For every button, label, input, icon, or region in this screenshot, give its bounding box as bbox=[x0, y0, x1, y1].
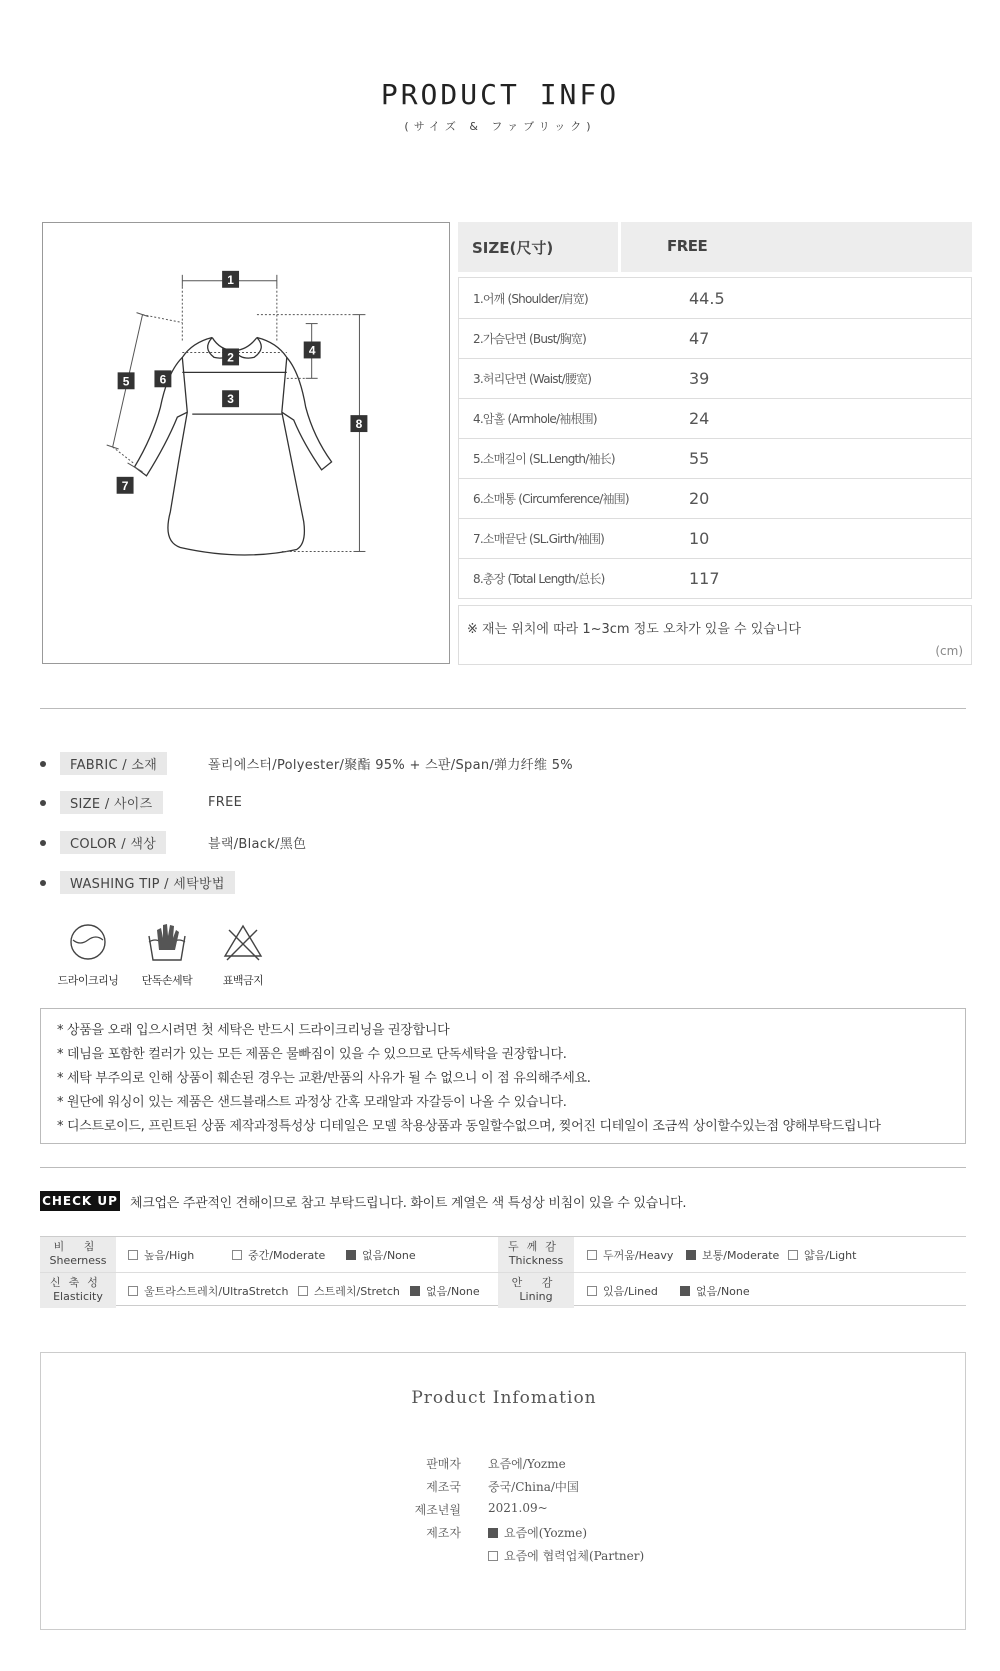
svg-text:8: 8 bbox=[355, 417, 363, 432]
checkbox-icon bbox=[298, 1286, 308, 1296]
maker-option-partner[interactable]: 요즘에 협력업체(Partner) bbox=[488, 1547, 644, 1564]
checkbox-icon bbox=[128, 1286, 138, 1296]
lining-option-none[interactable]: 없음/None bbox=[680, 1283, 750, 1299]
marker-2 bbox=[222, 348, 239, 365]
size-table-header bbox=[458, 222, 972, 272]
table-row bbox=[459, 398, 971, 438]
row-label: 3.허리단면 (Waist/腰宽) bbox=[473, 372, 592, 386]
svg-text:6: 6 bbox=[159, 372, 167, 387]
wash-label: 표백금지 bbox=[222, 974, 264, 987]
bullet-icon bbox=[40, 880, 46, 886]
notice-line: * 데님을 포함한 컬러가 있는 모든 제품은 물빠짐이 있을 수 있으므로 단독세탁을 권장합니다. bbox=[57, 1047, 567, 1062]
notice-line: * 디스트로이드, 프린트된 상품 제작과정특성상 디테일은 모델 착용상품과 동일할수없으며, 찢어진 디테일이 조금씩 상이할수있는점 양해부탁드립니다 bbox=[57, 1119, 881, 1134]
thickness-option-heavy[interactable]: 두꺼움/Heavy bbox=[587, 1247, 673, 1263]
lining-option-lined[interactable]: 있음/Lined bbox=[587, 1283, 658, 1299]
measurement-diagram bbox=[42, 222, 450, 664]
hand-wash-icon bbox=[145, 920, 189, 964]
free-header-label: FREE bbox=[621, 222, 972, 272]
checkbox-icon bbox=[587, 1286, 597, 1296]
maker-option-yozme[interactable]: 요즘에(Yozme) bbox=[488, 1524, 587, 1541]
date-value: 2021.09~ bbox=[488, 1501, 548, 1515]
wash-item-dry-clean bbox=[43, 920, 133, 988]
marker-4 bbox=[304, 342, 321, 359]
dry-clean-icon bbox=[66, 920, 110, 964]
spec-size bbox=[40, 791, 243, 814]
row-value: 117 bbox=[689, 569, 720, 588]
checkbox-icon bbox=[587, 1250, 597, 1260]
seller-label: 판매자 bbox=[426, 1457, 461, 1471]
measurement-note: ※ 재는 위치에 따라 1~3cm 정도 오차가 있을 수 있습니다 bbox=[467, 622, 801, 637]
elasticity-option-none[interactable]: 없음/None bbox=[410, 1283, 480, 1299]
marker-6 bbox=[154, 370, 171, 387]
page-subtitle: (サイズ & ファブリック) bbox=[404, 120, 596, 133]
notice-line: * 원단에 워싱이 있는 제품은 샌드블래스트 과정상 간혹 모래알과 자갈등이 나올 수 있습니다. bbox=[57, 1095, 567, 1110]
elasticity-label: 신축성 Elasticity bbox=[40, 1273, 116, 1308]
size-note bbox=[458, 605, 972, 665]
row-value: 44.5 bbox=[689, 288, 725, 308]
spec-tag: WASHING TIP / 세탁방법 bbox=[60, 871, 235, 894]
table-row bbox=[459, 478, 971, 518]
elasticity-option-ultrastretch[interactable]: 울트라스트레치/UltraStretch bbox=[128, 1283, 288, 1299]
row-value: 55 bbox=[689, 449, 710, 468]
unit-label: (cm) bbox=[935, 644, 963, 658]
divider bbox=[40, 708, 966, 709]
size-table bbox=[458, 222, 972, 665]
sheerness-option-high[interactable]: 높음/High bbox=[128, 1247, 194, 1263]
checkup-row bbox=[40, 1272, 966, 1307]
checkbox-icon bbox=[128, 1250, 138, 1260]
sheerness-option-none[interactable]: 없음/None bbox=[346, 1247, 416, 1263]
row-label: 8.총장 (Total Length/总长) bbox=[473, 572, 605, 586]
spec-value: 폴리에스터/Polyester/聚酯 95% + 스판/Span/弹力纤维 5% bbox=[208, 758, 573, 773]
product-info-title: Product Infomation bbox=[411, 1388, 597, 1408]
spec-washing bbox=[40, 871, 235, 894]
svg-text:1: 1 bbox=[227, 272, 234, 287]
notice-line: * 세탁 부주의로 인해 상품이 훼손된 경우는 교환/반품의 사유가 될 수 없으니 이 점 유의해주세요. bbox=[57, 1071, 591, 1086]
bullet-icon bbox=[40, 840, 46, 846]
row-label: 2.가슴단면 (Bust/胸宽) bbox=[473, 332, 587, 346]
svg-text:3: 3 bbox=[227, 392, 234, 407]
marker-5 bbox=[118, 372, 135, 389]
table-row bbox=[459, 318, 971, 358]
svg-text:5: 5 bbox=[122, 374, 130, 389]
spec-tag: FABRIC / 소재 bbox=[60, 752, 167, 775]
marker-1 bbox=[222, 271, 239, 288]
thickness-label: 두께감 Thickness bbox=[498, 1237, 574, 1272]
table-row bbox=[459, 518, 971, 558]
sheerness-label: 비 침 Sheerness bbox=[40, 1237, 116, 1272]
product-information-box bbox=[40, 1352, 966, 1630]
row-label: 5.소매길이 (SL.Length/袖长) bbox=[473, 452, 615, 466]
wash-label: 드라이크리닝 bbox=[57, 974, 119, 987]
bullet-icon bbox=[40, 800, 46, 806]
maker-label: 제조자 bbox=[426, 1526, 461, 1540]
checkbox-icon bbox=[488, 1551, 498, 1561]
spec-value: FREE bbox=[208, 795, 243, 810]
checkbox-checked-icon bbox=[680, 1286, 690, 1296]
table-row bbox=[459, 558, 971, 598]
country-value: 중국/China/中国 bbox=[488, 1480, 579, 1494]
row-label: 6.소매통 (Circumference/袖围) bbox=[473, 492, 629, 506]
dress-sketch bbox=[43, 223, 449, 663]
checkbox-checked-icon bbox=[488, 1528, 498, 1538]
svg-text:2: 2 bbox=[227, 350, 234, 365]
row-label: 1.어깨 (Shoulder/肩宽) bbox=[473, 291, 588, 306]
sheerness-option-moderate[interactable]: 중간/Moderate bbox=[232, 1247, 325, 1263]
row-value: 39 bbox=[689, 369, 710, 388]
marker-8 bbox=[350, 415, 367, 432]
date-label: 제조년월 bbox=[414, 1503, 461, 1517]
checkup-row bbox=[40, 1237, 966, 1272]
no-bleach-icon bbox=[221, 920, 265, 964]
checkbox-checked-icon bbox=[686, 1250, 696, 1260]
table-row bbox=[459, 438, 971, 478]
checkup-grid bbox=[40, 1236, 966, 1306]
wash-item-no-bleach bbox=[198, 920, 288, 988]
spec-value: 블랙/Black/黑色 bbox=[208, 837, 307, 852]
thickness-option-moderate[interactable]: 보통/Moderate bbox=[686, 1247, 779, 1263]
spec-tag: COLOR / 색상 bbox=[60, 831, 166, 854]
page-title: PRODUCT INFO bbox=[380, 78, 620, 111]
checkbox-checked-icon bbox=[410, 1286, 420, 1296]
country-label: 제조국 bbox=[426, 1480, 461, 1494]
divider bbox=[40, 1167, 966, 1168]
row-label: 4.암홀 (Armhole/袖根围) bbox=[473, 412, 597, 426]
wash-label: 단독손세탁 bbox=[141, 974, 193, 987]
row-value: 20 bbox=[689, 489, 710, 508]
seller-value: 요즘에/Yozme bbox=[488, 1457, 566, 1471]
row-label: 7.소매끝단 (SL.Girth/袖围) bbox=[473, 532, 605, 546]
row-value: 47 bbox=[689, 329, 710, 348]
row-value: 24 bbox=[689, 409, 710, 428]
elasticity-option-stretch[interactable]: 스트레치/Stretch bbox=[298, 1283, 400, 1299]
table-row bbox=[459, 358, 971, 398]
checkup-description: 체크업은 주관적인 견해이므로 참고 부탁드립니다. 화이트 계열은 색 특성상 비침이 있을 수 있습니다. bbox=[130, 1196, 687, 1211]
table-row bbox=[459, 278, 971, 318]
row-value: 10 bbox=[689, 529, 710, 548]
checkbox-icon bbox=[232, 1250, 242, 1260]
marker-3 bbox=[222, 390, 239, 407]
checkup-badge: CHECK UP bbox=[40, 1191, 120, 1211]
checkbox-icon bbox=[788, 1250, 798, 1260]
bullet-icon bbox=[40, 761, 46, 767]
svg-text:7: 7 bbox=[121, 478, 129, 493]
care-notice-box bbox=[40, 1008, 966, 1144]
size-header-label: SIZE(尺寸) bbox=[458, 222, 618, 272]
spec-fabric bbox=[40, 752, 573, 775]
thickness-option-light[interactable]: 얇음/Light bbox=[788, 1247, 856, 1263]
notice-line: * 상품을 오래 입으시려면 첫 세탁은 반드시 드라이크리닝을 권장합니다 bbox=[57, 1023, 450, 1038]
svg-text:4: 4 bbox=[308, 343, 316, 358]
spec-color bbox=[40, 831, 307, 854]
checkbox-checked-icon bbox=[346, 1250, 356, 1260]
lining-label: 안 감 Lining bbox=[498, 1273, 574, 1308]
spec-tag: SIZE / 사이즈 bbox=[60, 791, 163, 814]
marker-7 bbox=[117, 477, 134, 494]
